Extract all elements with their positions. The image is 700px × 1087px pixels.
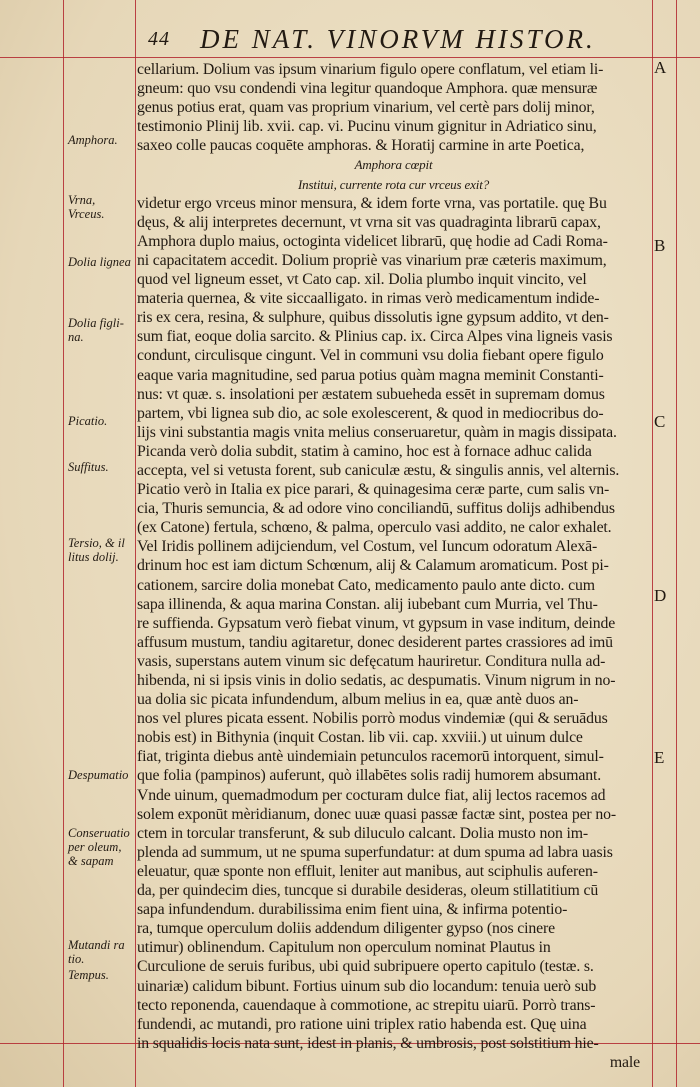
running-head: DE NAT. VINORVM HISTOR. — [200, 24, 596, 54]
page-number: 44 — [148, 28, 170, 50]
text-line: ra, tumque operculum doliis addendum diligenter gypso (nos cinere — [137, 920, 555, 938]
text-line: que folia (pampinos) auferunt, quò illabētes solis radij humorem absumant. — [137, 767, 602, 785]
text-line: accepta, vel si vetusta forent, sub caniculæ æstu, & singulis annis, vel alternis. — [137, 461, 620, 479]
text-line: fiat, triginta diebus antè uindemiain petunculos racemorū intorquent, simul- — [137, 748, 604, 766]
verse-line: Amphora cœpit — [354, 157, 433, 173]
text-line: nus: vt quæ. s. insolationi per æstatem subueheda essēt in supremam domus — [137, 385, 605, 403]
text-line: vasis, superstans autem vinum sic defęcatum hauriretur. Conditura nulla ad- — [137, 652, 606, 670]
text-line: saxeo colle paucas coquēte amphoras. & Horatij carmine in arte Poetica, — [137, 137, 585, 155]
text-line: Curculione de seruis furibus, ubi quid subripuere operto capitulo (testæ. s. — [137, 958, 594, 976]
margin-letter: B — [654, 236, 666, 255]
text-line: condunt, circulisque cingunt. Vel in communi vsu dolia fiebant opere figulo — [137, 347, 604, 365]
rule-line-left — [63, 0, 64, 1087]
margin-note: Amphora. — [68, 133, 118, 147]
text-line: re suffienda. Gypsatum verò fiebat vinum, vt gypsum in vase inditum, deinde — [137, 614, 616, 632]
text-line: cellarium. Dolium vas ipsum vinarium figulo opere conflatum, vel etiam li- — [137, 61, 604, 78]
text-line: sapa infundendum. durabilissima enim fient uina, & infirma potentio- — [137, 901, 568, 919]
text-line: cia, Thuris semuncia, & ad odore vino conciliandū, suffitus dolijs adhibendus — [137, 500, 615, 518]
text-line: nos vel plures picata essent. Nobilis porrò modus vindemiæ (qui & seruādus — [137, 710, 608, 728]
margin-note: Suffitus. — [68, 460, 109, 474]
catchword: male — [609, 1053, 640, 1071]
rule-line-left-inner — [135, 0, 136, 1087]
text-line: materia quernea, & vite siccaalligato. in rimas verò medicamentum indide- — [137, 290, 600, 308]
margin-note: Tempus. — [68, 968, 109, 982]
rule-line-top — [0, 57, 700, 58]
text-line: utimur) oblinendum. Capitulum non operculum nominat Plautus in — [137, 939, 551, 957]
text-line: ctem in torcular transferunt, & sub diluculo calcant. Dolia musto non im- — [137, 824, 588, 842]
text-line: nobis est) in Bithynia (inquit Costan. lib vii. cap. xxviii.) ut uinum dulce — [137, 729, 583, 747]
verse-line: Institui, currente rota cur vrceus exit? — [297, 176, 490, 192]
text-line: tecto reponenda, cauendaque à commotione, ac strepitu uiarū. Porrò trans- — [137, 996, 596, 1014]
text-line: plenda ad summum, ut ne spuma superfundatur: at dum spuma ad labra uasis — [137, 843, 613, 861]
text-line: affusum mustum, tandiu agitaretur, donec desiderent partes crassiores ad imū — [137, 633, 613, 651]
margin-letter: C — [654, 412, 666, 431]
text-line: Picatio verò in Italia ex pice parari, & quinagesima ceræ parte, cum salis vn- — [137, 481, 610, 499]
text-line: drinum hoc est iam dictum Schœnum, alij & Calamum aromaticum. Post pi- — [137, 557, 609, 575]
margin-note: Vrna, Vrceus. — [68, 193, 105, 221]
text-line: testimonio Plinij lib. xvii. cap. vi. Pucinu vinum gignitur in Adriatico sinu, — [137, 118, 597, 136]
text-line: Picanda verò dolia subdit, statim à camino, hoc est à fornace adhuc calida — [137, 442, 592, 460]
text-line: fundendi, ac mutandi, pro ratione uini triplex ratio habenda est. Quę uina — [137, 1015, 587, 1033]
text-line: gneum: quo vsu condendi vina legitur quandoque Amphora. quæ mensuræ — [137, 80, 598, 98]
text-line: Vel Iridis pollinem adijciendum, vel Costum, vel Iuncum odoratum Alexā- — [137, 538, 598, 556]
text-line: eleuatur, quæ sponte non effluit, leniter aut manibus, aut sciphulis auferen- — [137, 862, 598, 880]
margin-letter: A — [654, 58, 667, 77]
text-line: dęus, & alij interpretes decernunt, vt vrna sit vas quadraginta librarū capax, — [137, 213, 601, 231]
text-line: genus potius erat, quam vas proprium vinarium, vel certè pars dolij minor, — [137, 99, 595, 117]
text-line: partem, vbi lignea sub dio, ac sole exolescerent, & quod in mediocribus do- — [137, 404, 604, 422]
margin-note: Picatio. — [68, 414, 108, 428]
rule-line-right-inner — [652, 0, 653, 1087]
text-line: cationem, sarcire dolia monebat Cato, medicamento paulo ante dicto. cum — [137, 576, 595, 594]
text-line: lijs vini substantia magis vnita melius conseruaretur, quàm in magis dissipata. — [137, 423, 617, 441]
text-line: sum fiat, eoque dolia sarcito. & Plinius cap. ix. Circa Alpes vina ligneis vasis — [137, 328, 613, 346]
margin-letter: E — [654, 748, 665, 767]
text-line: (ex Catone) fertula, schœno, & palma, operculo vasi addito, ne calor exhalet. — [137, 519, 612, 537]
margin-note: Mutandi ra tio. — [68, 938, 125, 966]
text-line: videtur ergo vrceus minor mensura, & idem forte vrna, vas portatile. quę Bu — [137, 194, 607, 212]
text-line: quod vel ligneum esset, vt Cato cap. xil. Dolia plumbo inquit vincito, vel — [137, 271, 587, 289]
margin-note: Tersio, & il litus dolij. — [68, 536, 125, 564]
text-line: ua dolia sic picata infundendum, album melius in ea, quæ antè duos an- — [137, 691, 579, 709]
rule-line-right — [676, 0, 677, 1087]
text-line: eaque varia magnitudine, sed parua potius quàm magna meminit Constanti- — [137, 366, 604, 384]
text-line: solem exponūt mèridianum, donec uuæ quasi passæ factæ sint, postea per no- — [137, 805, 616, 823]
text-line: Amphora duplo maius, octoginta videlicet librarū, quę hodie ad Cadi Roma- — [137, 232, 608, 250]
text-line: ni capacitatem accedit. Dolium propriè vas vinarium præ cæteris maximum, — [137, 251, 607, 269]
margin-note: Dolia lignea — [68, 255, 131, 269]
text-line: uinariæ) calidum bibunt. Fortius uinum sub dio locandum: tenuia uerò sub — [137, 977, 597, 995]
text-line: hibenda, ni si ipsis vinis in dolio sedatis, ac despumatis. Vinum nigrum in no- — [137, 672, 616, 689]
text-line: Vnde uinum, quemadmodum per cocturam dulce fiat, alij lectos racemos ad — [137, 786, 606, 804]
text-line: da, per quindecim dies, tuncque si durabile desideras, oleum stillatitium cū — [137, 882, 599, 900]
text-line: sapa illinenda, & aqua marina Constan. alij iubebant cum Murria, vel Thu- — [137, 595, 598, 613]
margin-letter: D — [654, 586, 667, 605]
text-line: ris ex cera, resina, & sulphure, quibus dissolutis igne gypsum addito, vt den- — [137, 309, 609, 327]
main-text — [137, 60, 650, 1072]
margin-note: Despumatio — [68, 768, 129, 782]
text-line: in squalidis locis nata sunt, idest in planis, & umbrosis, post solstitium hie- — [137, 1034, 599, 1052]
margin-note: Dolia figli- na. — [68, 316, 124, 344]
margin-note: Conseruatio per oleum, & sapam — [68, 826, 130, 868]
